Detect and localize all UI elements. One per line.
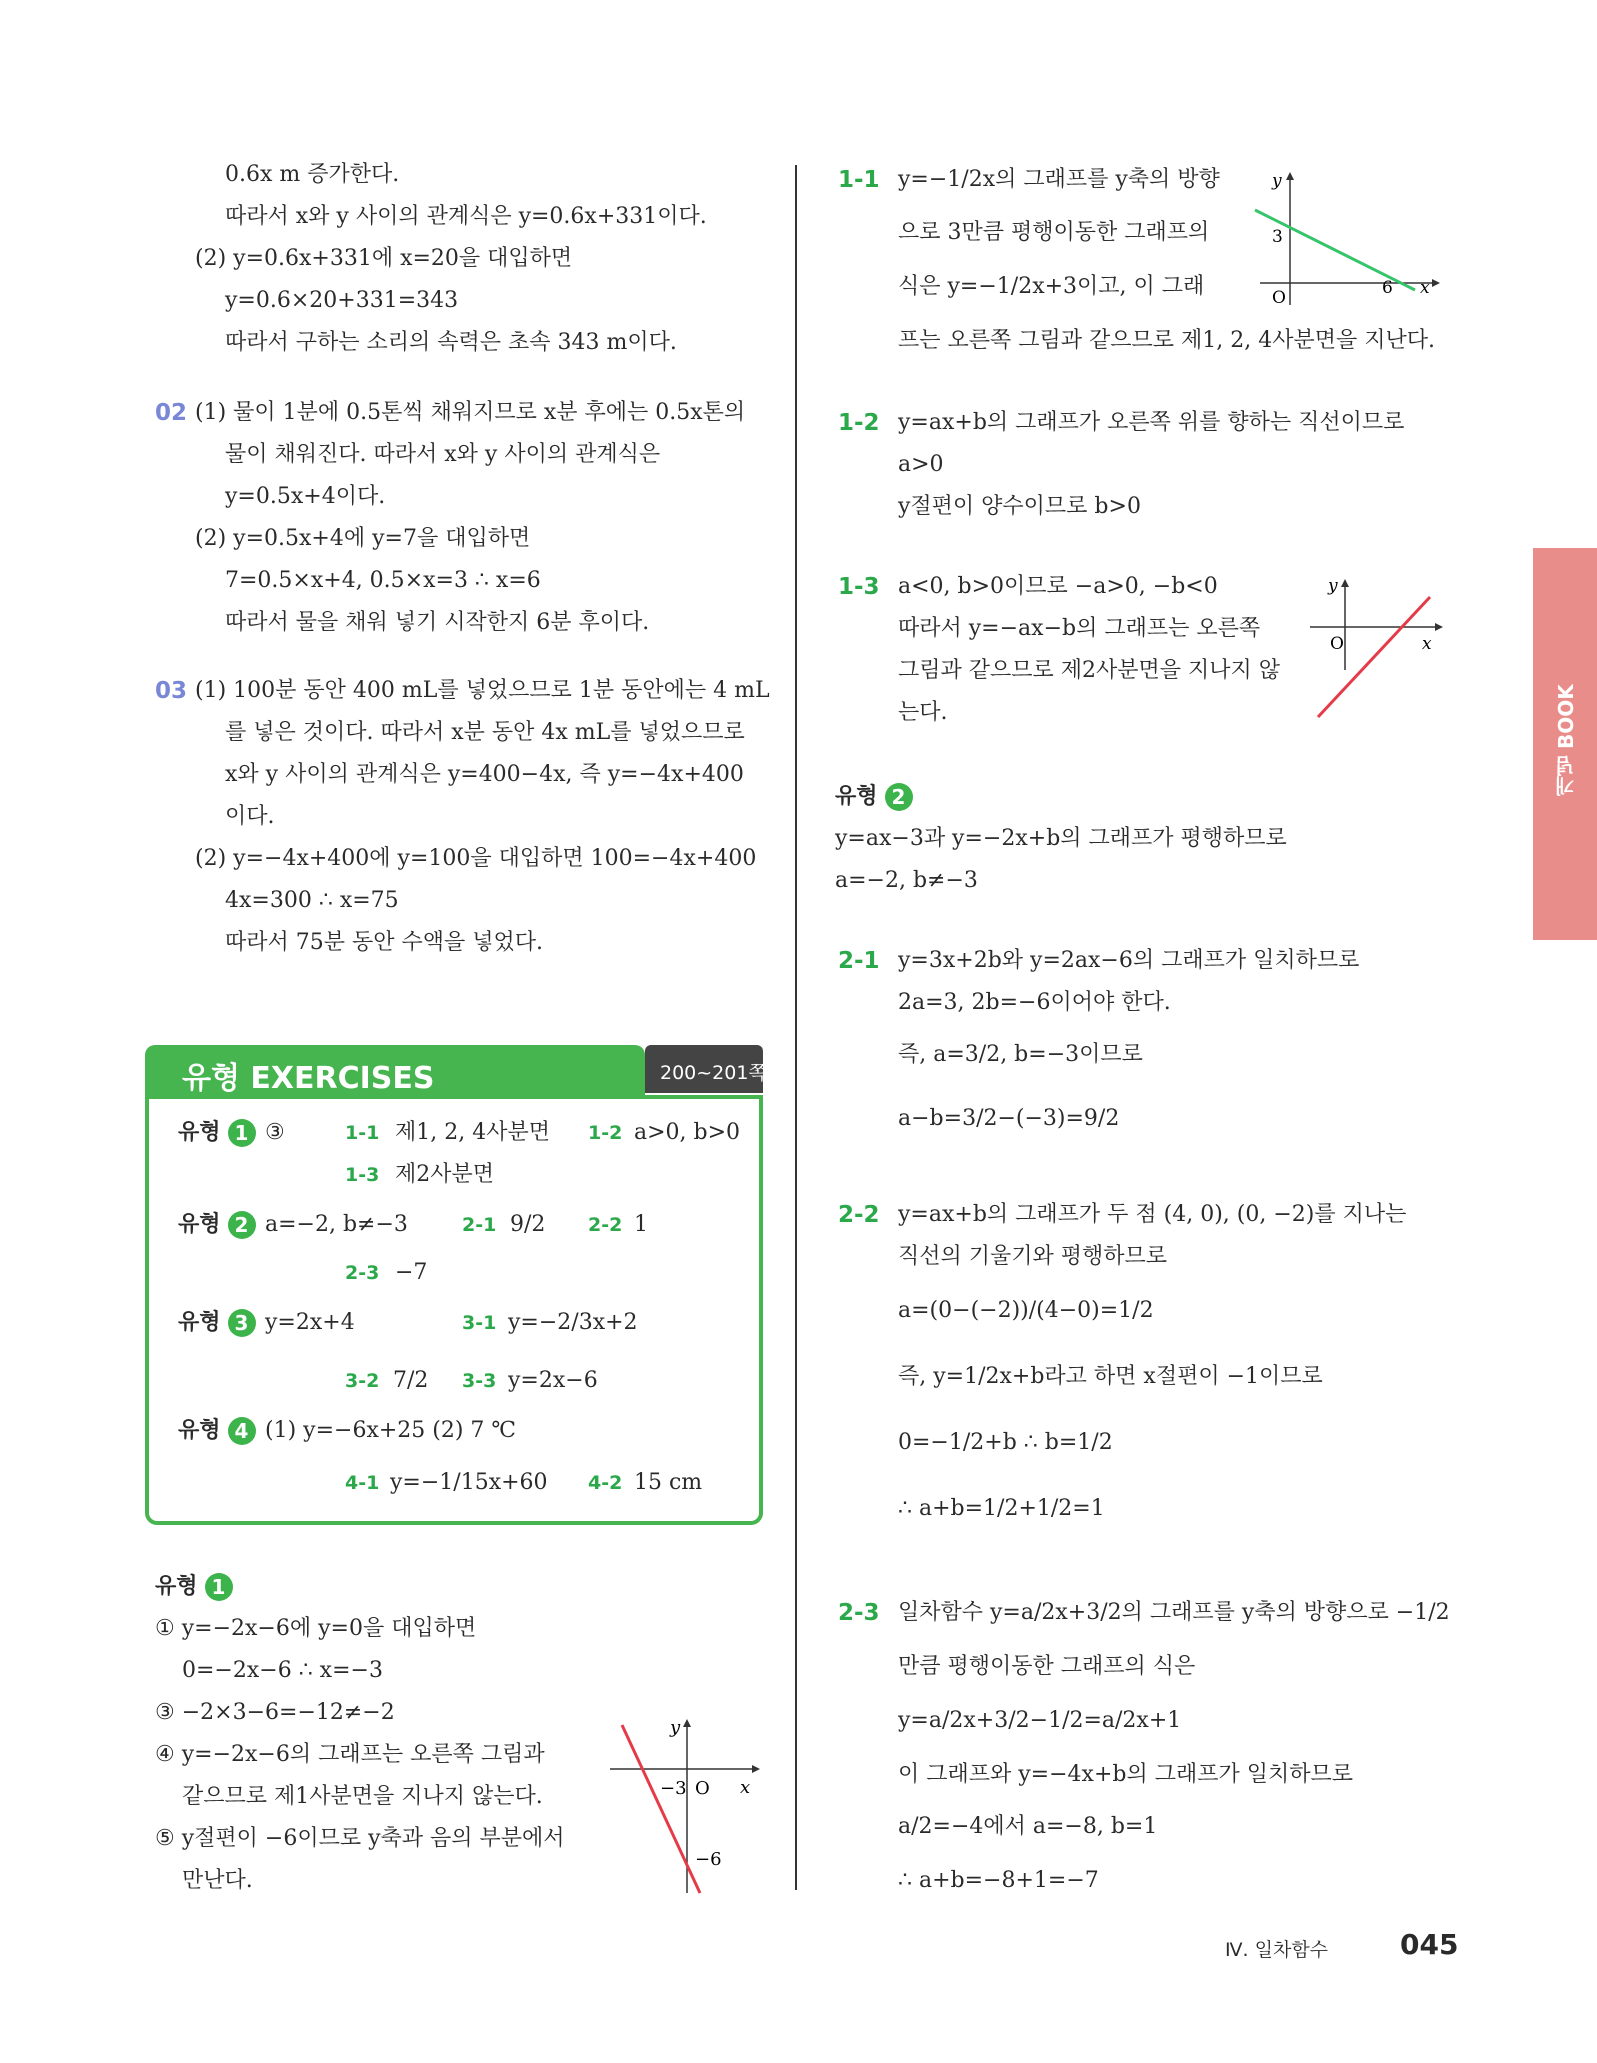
graph-origin: O — [695, 1778, 710, 1799]
graph-xint: 6 — [1382, 278, 1393, 298]
text-line: 따라서 75분 동안 수액을 넣었다. — [225, 930, 543, 955]
text-line: 그림과 같으므로 제2사분면을 지나지 않 — [898, 658, 1281, 683]
text-line: 2a=3, 2b=−6이어야 한다. — [898, 990, 1171, 1015]
text-line: x와 y 사이의 관계식은 y=400−4x, 즉 y=−4x+400 — [225, 762, 744, 787]
text-line: y=3x+2b와 y=2ax−6의 그래프가 일치하므로 — [898, 948, 1360, 973]
exercise-answer: y=2x+4 — [265, 1310, 355, 1335]
text-line: 는다. — [898, 700, 948, 725]
exercise-row-label: 유형 1 — [178, 1118, 256, 1148]
exercise-item-answer: 7/2 — [393, 1368, 429, 1393]
text-line: (1) 100분 동안 400 mL를 넣었으므로 1분 동안에는 4 mL — [195, 678, 770, 703]
type-badge: 1 — [205, 1573, 233, 1601]
text-line: (2) y=−4x+400에 y=100을 대입하면 100=−4x+400 — [195, 846, 757, 871]
text-line: a/2=−4에서 a=−8, b=1 — [898, 1814, 1158, 1839]
exercise-item-number: 2-3 — [345, 1262, 380, 1284]
exercise-row-label: 유형 3 — [178, 1308, 256, 1338]
exercise-item-number: 3-1 — [462, 1312, 497, 1334]
graph-xlabel: x — [740, 1777, 751, 1798]
text-line: y=0.6×20+331=343 — [225, 288, 459, 313]
problem-number: 03 — [155, 678, 188, 704]
exercise-item-number: 3-2 — [345, 1370, 380, 1392]
problem-number: 1-3 — [838, 574, 880, 600]
type-badge: 3 — [228, 1309, 256, 1337]
text-line: y절편이 양수이므로 b>0 — [898, 494, 1141, 519]
page-number: 045 — [1400, 1928, 1459, 1961]
graph-ylabel: y — [670, 1717, 681, 1738]
text-line: 직선의 기울기와 평행하므로 — [898, 1244, 1168, 1269]
exercise-item-answer: y=−1/15x+60 — [390, 1470, 548, 1495]
type-badge: 2 — [228, 1211, 256, 1239]
exercise-item-answer: 9/2 — [510, 1212, 546, 1237]
text-line: ∴ a+b=−8+1=−7 — [898, 1868, 1099, 1893]
exercise-item-answer: y=2x−6 — [508, 1368, 598, 1393]
text-line: y=ax+b의 그래프가 오른쪽 위를 향하는 직선이므로 — [898, 410, 1405, 435]
text-line: (2) y=0.5x+4에 y=7을 대입하면 — [195, 526, 531, 551]
type-heading: 유형 2 — [835, 782, 913, 812]
side-tab-label: 개념 BOOK — [1554, 684, 1578, 796]
exercise-item-number: 1-1 — [345, 1122, 380, 1144]
graph-xint: −3 — [660, 1778, 687, 1799]
text-line: y=ax+b의 그래프가 두 점 (4, 0), (0, −2)를 지나는 — [898, 1202, 1407, 1227]
text-line: 따라서 y=−ax−b의 그래프는 오른쪽 — [898, 616, 1261, 641]
text-line: a>0 — [898, 452, 944, 477]
text-line: 4x=300 ∴ x=75 — [225, 888, 399, 913]
exercise-item-number: 4-1 — [345, 1472, 380, 1494]
text-line: 0.6x m 증가한다. — [225, 162, 400, 187]
column-divider — [795, 165, 797, 1890]
text-line: ④ y=−2x−6의 그래프는 오른쪽 그림과 — [155, 1742, 545, 1767]
exercise-item-answer: 15 cm — [634, 1470, 703, 1495]
exercise-item-answer: 1 — [634, 1212, 648, 1237]
text-line: 이다. — [225, 804, 275, 829]
text-line: 따라서 x와 y 사이의 관계식은 y=0.6x+331이다. — [225, 204, 707, 229]
exercise-item-answer: y=−2/3x+2 — [508, 1310, 638, 1335]
graph-ylabel: y — [1328, 576, 1338, 596]
problem-number: 2-2 — [838, 1202, 880, 1228]
graph-origin: O — [1272, 288, 1286, 308]
text-line: y=0.5x+4이다. — [225, 484, 386, 509]
problem-number: 1-1 — [838, 167, 880, 193]
text-line: 일차함수 y=a/2x+3/2의 그래프를 y축의 방향으로 −1/2 — [898, 1600, 1450, 1625]
text-line: 물이 채워진다. 따라서 x와 y 사이의 관계식은 — [225, 442, 661, 467]
exercise-item-number: 1-3 — [345, 1164, 380, 1186]
graph-yint: −6 — [695, 1849, 722, 1870]
exercise-answer: a=−2, b≠−3 — [265, 1212, 408, 1237]
text-line: 즉, a=3/2, b=−3이므로 — [898, 1042, 1143, 1067]
exercise-answer: (1) y=−6x+25 (2) 7 ℃ — [265, 1418, 517, 1443]
text-line: 이 그래프와 y=−4x+b의 그래프가 일치하므로 — [898, 1762, 1353, 1787]
text-line: 같으므로 제1사분면을 지나지 않는다. — [182, 1784, 543, 1809]
type-badge: 2 — [885, 783, 913, 811]
text-line: 으로 3만큼 평행이동한 그래프의 — [898, 220, 1210, 245]
text-line: 만난다. — [182, 1868, 253, 1893]
exercise-item-answer: −7 — [395, 1260, 428, 1285]
text-line: 만큼 평행이동한 그래프의 식은 — [898, 1654, 1196, 1679]
exercise-item-number: 3-3 — [462, 1370, 497, 1392]
exercises-pages: 200~201쪽 — [660, 1062, 767, 1084]
text-line: 식은 y=−1/2x+3이고, 이 그래 — [898, 274, 1205, 299]
text-line: a−b=3/2−(−3)=9/2 — [898, 1106, 1120, 1131]
graph-xlabel: x — [1422, 634, 1432, 654]
text-line: a=(0−(−2))/(4−0)=1/2 — [898, 1298, 1154, 1323]
graph-xlabel: x — [1420, 278, 1430, 298]
problem-number: 02 — [155, 400, 188, 426]
type-heading: 유형 1 — [155, 1572, 233, 1602]
exercise-row-label: 유형 4 — [178, 1416, 256, 1446]
graph-origin: O — [1330, 634, 1344, 654]
problem-number: 1-2 — [838, 410, 880, 436]
text-line: y=−1/2x의 그래프를 y축의 방향 — [898, 167, 1220, 192]
graph-type1 — [600, 1715, 760, 1895]
text-line: ⑤ y절편이 −6이므로 y축과 음의 부분에서 — [155, 1826, 565, 1851]
text-line: a<0, b>0이므로 −a>0, −b<0 — [898, 574, 1218, 599]
text-line: 프는 오른쪽 그림과 같으므로 제1, 2, 4사분면을 지난다. — [898, 328, 1435, 353]
graph-ylabel: y — [1272, 171, 1282, 191]
exercise-item-number: 1-2 — [588, 1122, 623, 1144]
graph-1-3 — [1300, 575, 1445, 725]
text-line: 따라서 구하는 소리의 속력은 초속 343 m이다. — [225, 330, 677, 355]
exercises-title: 유형 EXERCISES — [182, 1061, 435, 1096]
type-badge: 4 — [228, 1417, 256, 1445]
problem-number: 2-3 — [838, 1600, 880, 1626]
graph-yint: 3 — [1272, 227, 1283, 247]
text-line: y=a/2x+3/2−1/2=a/2x+1 — [898, 1708, 1182, 1733]
exercise-item-answer: 제2사분면 — [395, 1162, 495, 1187]
text-line: ③ −2×3−6=−12≠−2 — [155, 1700, 395, 1725]
graph-1-1 — [1250, 170, 1440, 310]
text-line: 0=−2x−6 ∴ x=−3 — [182, 1658, 383, 1683]
text-line: 를 넣은 것이다. 따라서 x분 동안 4x mL를 넣었으므로 — [225, 720, 745, 745]
exercise-item-number: 4-2 — [588, 1472, 623, 1494]
exercise-row-label: 유형 2 — [178, 1210, 256, 1240]
exercise-item-number: 2-1 — [462, 1214, 497, 1236]
text-line: (2) y=0.6x+331에 x=20을 대입하면 — [195, 246, 573, 271]
text-line: y=ax−3과 y=−2x+b의 그래프가 평행하므로 — [835, 826, 1287, 851]
text-line: ① y=−2x−6에 y=0을 대입하면 — [155, 1616, 477, 1641]
exercise-item-number: 2-2 — [588, 1214, 623, 1236]
text-line: 0=−1/2+b ∴ b=1/2 — [898, 1430, 1113, 1455]
exercise-item-answer: a>0, b>0 — [634, 1120, 741, 1145]
type-badge: 1 — [228, 1119, 256, 1147]
text-line: (1) 물이 1분에 0.5톤씩 채워지므로 x분 후에는 0.5x톤의 — [195, 400, 746, 425]
footer-section: Ⅳ. 일차함수 — [1225, 1939, 1329, 1961]
exercise-answer: ③ — [265, 1120, 285, 1145]
text-line: ∴ a+b=1/2+1/2=1 — [898, 1496, 1105, 1521]
exercise-item-answer: 제1, 2, 4사분면 — [395, 1120, 550, 1145]
text-line: 즉, y=1/2x+b라고 하면 x절편이 −1이므로 — [898, 1364, 1323, 1389]
text-line: 따라서 물을 채워 넣기 시작한지 6분 후이다. — [225, 610, 650, 635]
problem-number: 2-1 — [838, 948, 880, 974]
text-line: 7=0.5×x+4, 0.5×x=3 ∴ x=6 — [225, 568, 541, 593]
text-line: a=−2, b≠−3 — [835, 868, 978, 893]
